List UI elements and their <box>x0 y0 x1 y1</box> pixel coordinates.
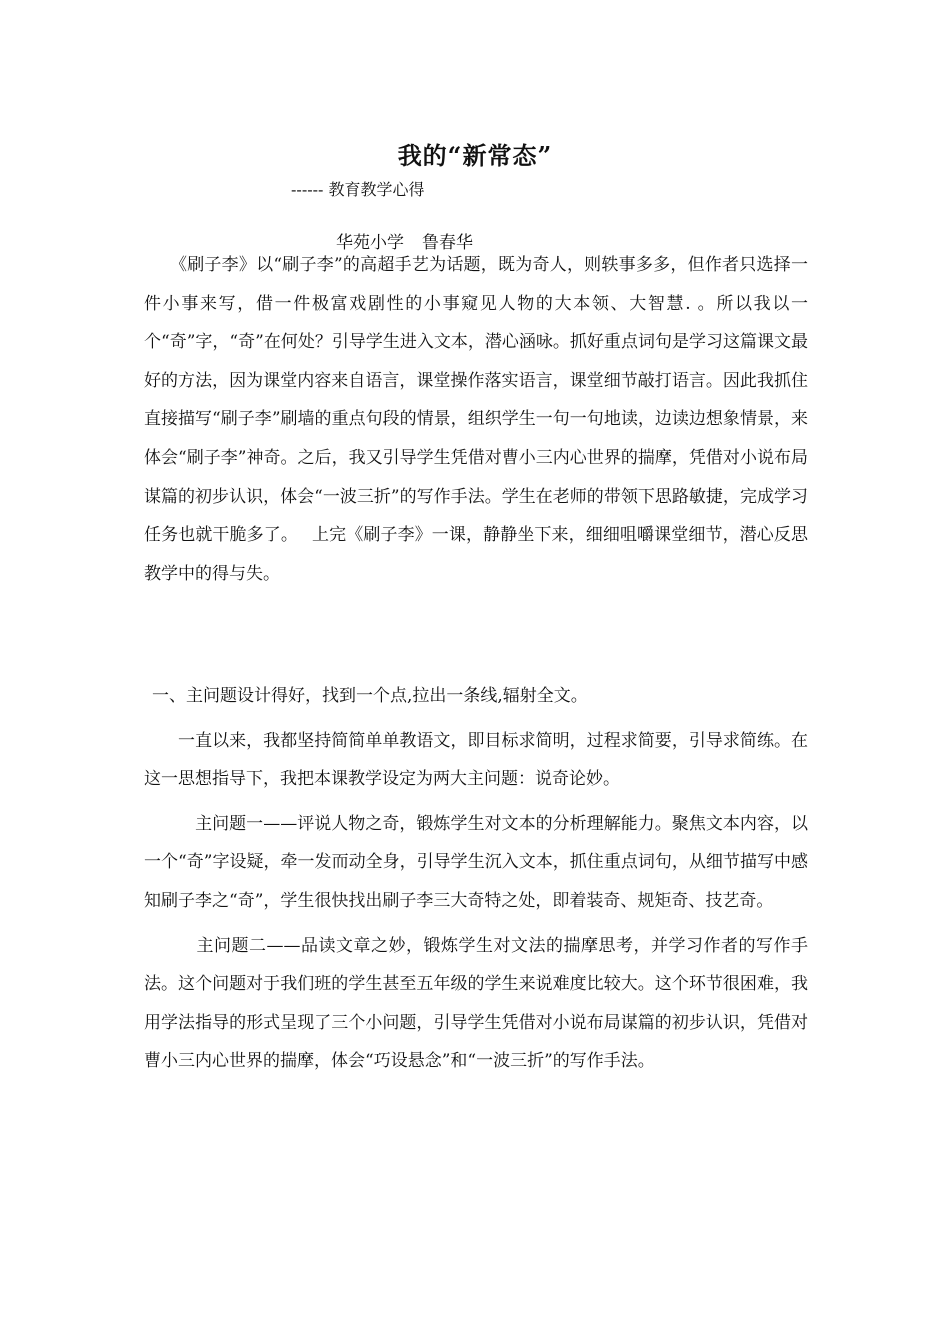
intro-block <box>144 246 808 593</box>
author-name: 鲁春华 <box>422 233 473 253</box>
section-heading: 一、主问题设计得好，找到一个点,拉出一条线,辐射全文。 <box>152 686 588 706</box>
intro-paragraph: 《刷子李》以“刷子李”的高超手艺为话题，既为奇人，则轶事多多，但作者只选择一件小事来写，借一件极富戏剧性的小事窥见人物的大本领、大智慧. 。所以我以一个“奇”字，“奇”在何处？引导学生进入文本，潜心涵咏。抓好重点词句是学习这篇课文最好的方法，因为课堂内容来自语言，课堂操作落实语言，课堂细节敲打语言。因此我抓住直接描写“刷子李”刷墙的重点句段的情景，组织学生一句一句地读，边读边想象情景，来体会“刷子李”神奇。之后，我又引导学生凭借对曹小三内心世界的揣摩，凭借对小说布局谋篇的初步认识，体会“一波三折”的写作手法。学生在老师的带领下思路敏捷，完成学习任务也就干脆多了。 上完《刷子李》一课，静静坐下来，细细咀嚼课堂细节，潜心反思教学中的得与失。 <box>144 255 808 584</box>
body-paragraph: 主问题二——品读文章之妙，锻炼学生对文法的揣摩思考，并学习作者的写作手法。这个问题对于我们班的学生甚至五年级的学生来说难度比较大。这个环节很困难，我用学法指导的形式呈现了三个小问题，引导学生凭借对小说布局谋篇的初步认识，凭借对曹小三内心世界的揣摩，体会“巧设悬念”和“一波三折”的写作手法。 <box>144 935 808 1072</box>
document-subtitle: ------ 教育教学心得 <box>291 180 425 199</box>
body-paragraph: 一直以来，我都坚持简简单单教语文，即目标求简明，过程求简要，引导求简练。在这一思想指导下，我把本课教学设定为两大主问题：说奇论妙。 <box>144 730 808 790</box>
body-paragraph: 主问题一——评说人物之奇，锻炼学生对文本的分析理解能力。聚焦文本内容，以一个“奇”字设疑，牵一发而动全身，引导学生沉入文本，抓住重点词句，从细节描写中感知刷子李之“奇”，学生很快找出刷子李三大奇特之处，即着装奇、规矩奇、技艺奇。 <box>144 813 808 911</box>
author-school: 华苑小学 <box>336 233 404 253</box>
document-title: 我的“新常态” <box>397 141 553 170</box>
main-body-block <box>144 677 808 1081</box>
